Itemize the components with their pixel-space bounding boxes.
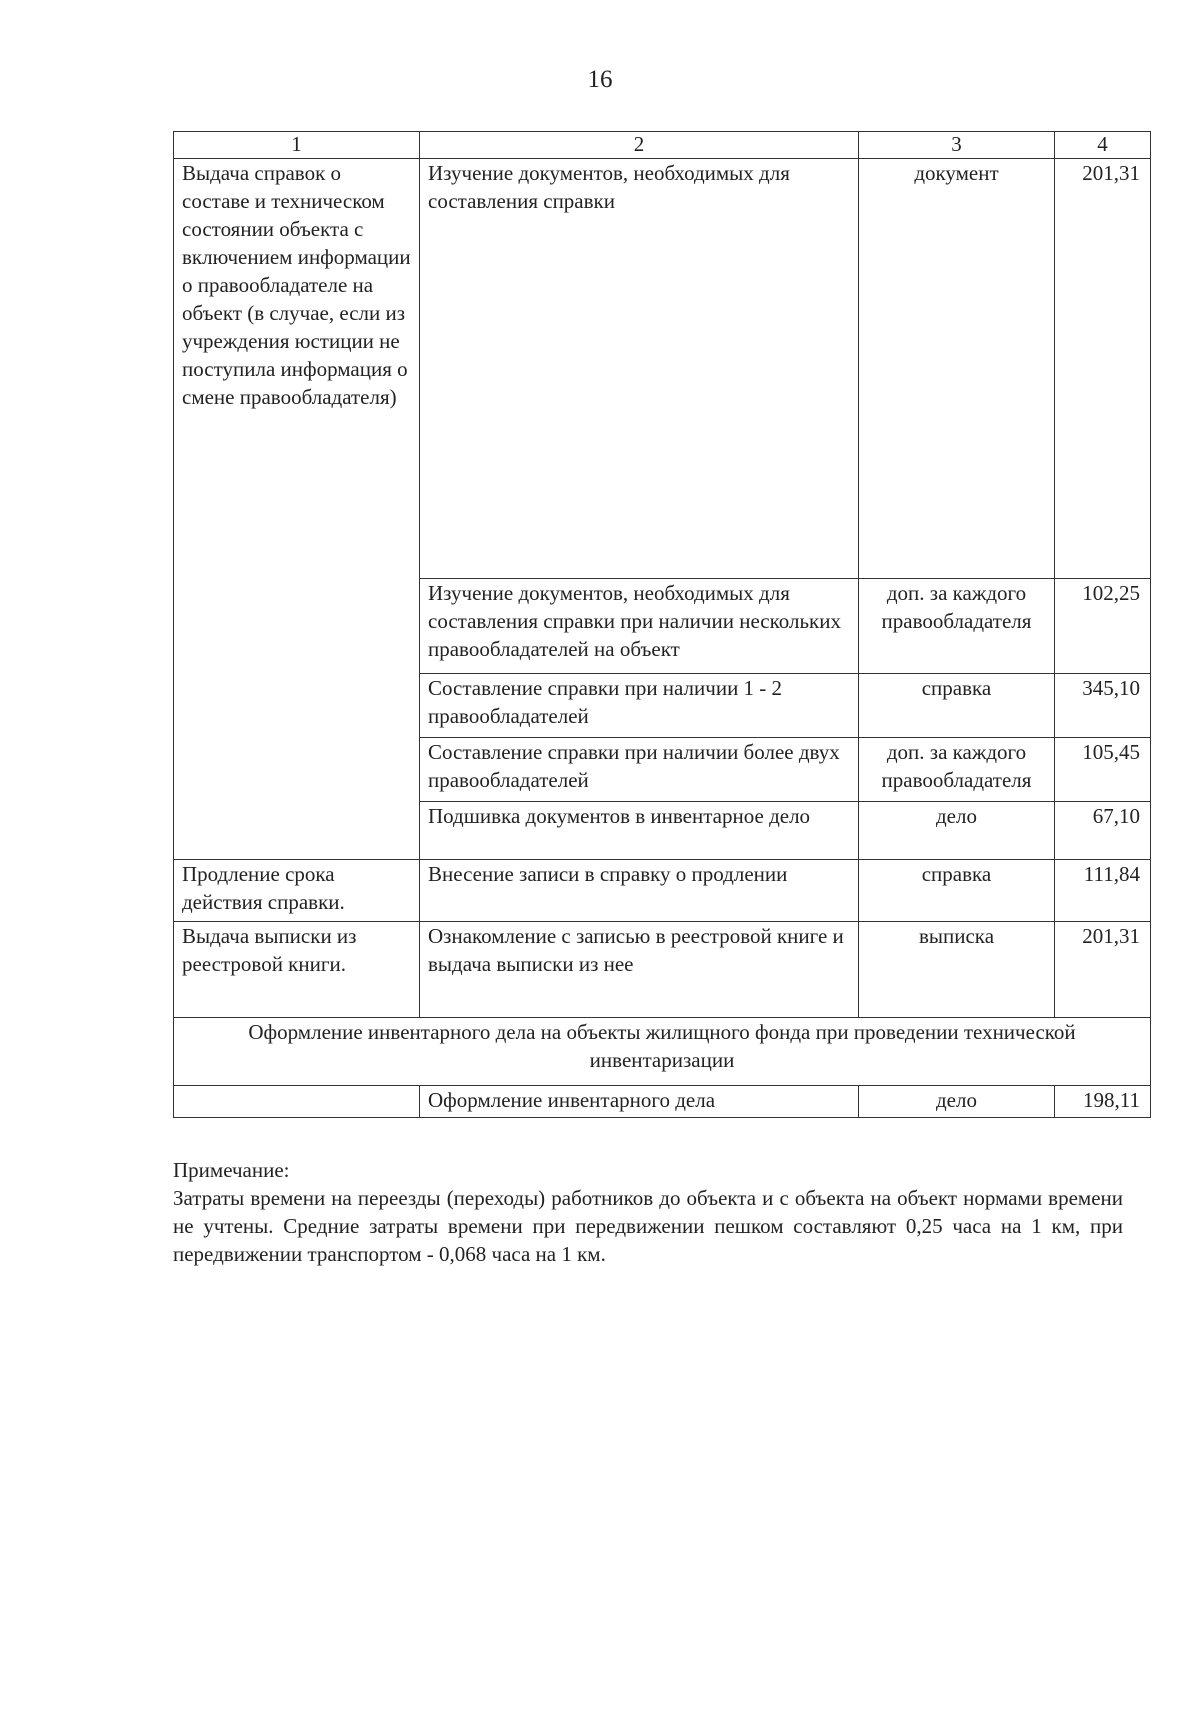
price-cell: 105,45 [1055,738,1151,802]
header-col-3: 3 [859,132,1055,159]
note-title: Примечание: [173,1158,290,1182]
section-title: Оформление инвентарного дела на объекты жилищного фонда при проведении технической инвентаризации [174,1018,1151,1086]
note-block [173,1156,1123,1268]
unit-cell: дело [859,802,1055,860]
unit-cell: справка [859,860,1055,922]
work-cell: Изучение документов, необходимых для составления справки при наличии нескольких правообладателей на объект [420,579,859,674]
unit-cell: документ [859,159,1055,579]
table-row [174,159,1151,579]
price-cell: 102,25 [1055,579,1151,674]
page-number: 16 [587,66,613,93]
work-cell: Изучение документов, необходимых для составления справки [420,159,859,579]
work-cell: Внесение записи в справку о продлении [420,860,859,922]
header-col-4: 4 [1055,132,1151,159]
unit-cell: выписка [859,922,1055,1018]
work-cell: Составление справки при наличии 1 - 2 правообладателей [420,674,859,738]
service-cell [174,1086,420,1118]
price-cell: 201,31 [1055,922,1151,1018]
price-cell: 201,31 [1055,159,1151,579]
table-row [174,860,1151,922]
service-cell: Выдача справок о составе и техническом состоянии объекта с включением информации о правообладателе на объект (в случае, если из учреждения юстиции не поступила информация о смене правообладателя) [174,159,420,860]
work-cell: Ознакомление с записью в реестровой книге и выдача выписки из нее [420,922,859,1018]
note-text: Затраты времени на переезды (переходы) работников до объекта и с объекта на объект нормами времени не учтены. Средние затраты времени при передвижении пешком составляют 0,25 часа на 1 км, при передвижении транспортом - 0,068 часа на 1 км. [173,1186,1123,1266]
header-col-1: 1 [174,132,420,159]
service-cell: Выдача выписки из реестровой книги. [174,922,420,1018]
price-cell: 67,10 [1055,802,1151,860]
work-cell: Оформление инвентарного дела [420,1086,859,1118]
table-row [174,922,1151,1018]
section-row [174,1018,1151,1086]
table-row [174,1086,1151,1118]
header-col-2: 2 [420,132,859,159]
service-cell: Продление срока действия справки. [174,860,420,922]
unit-cell: справка [859,674,1055,738]
unit-cell: дело [859,1086,1055,1118]
price-cell: 198,11 [1055,1086,1151,1118]
price-cell: 111,84 [1055,860,1151,922]
norms-table [173,131,1151,1118]
unit-cell: доп. за каждого правообладателя [859,738,1055,802]
unit-cell: доп. за каждого правообладателя [859,579,1055,674]
work-cell: Составление справки при наличии более двух правообладателей [420,738,859,802]
work-cell: Подшивка документов в инвентарное дело [420,802,859,860]
table-header-row [174,132,1151,159]
price-cell: 345,10 [1055,674,1151,738]
